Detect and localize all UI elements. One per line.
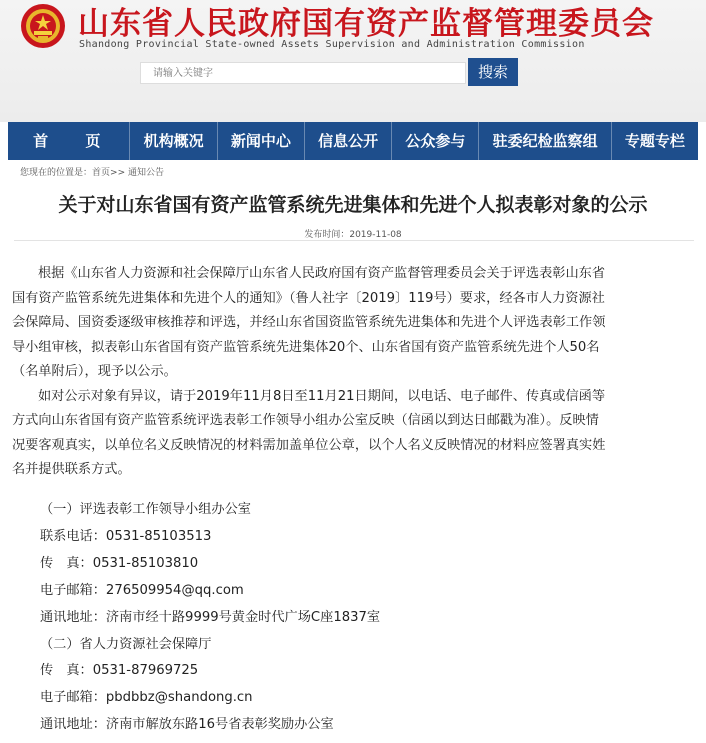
article-title: 关于对山东省国有资产监管系统先进集体和先进个人拟表彰对象的公示 [58,194,648,216]
paragraph-line: 方式向山东省国有资产监管系统评选表彰工作领导小组办公室反映（信函以到达日邮戳为准）。反映情 [12,413,599,428]
breadcrumb-current-link[interactable]: 通知公告 [128,168,165,178]
contact-address: 通讯地址：济南市经十路9999号黄金时代广场C座1837室 [40,610,381,625]
site-header [0,0,706,122]
breadcrumb-home-link[interactable]: 首页 [92,168,111,178]
paragraph-line: （名单附后），现予以公示。 [12,364,177,379]
search-input[interactable] [140,62,466,84]
paragraph-line: 根据《山东省人力资源和社会保障厅山东省人民政府国有资产监督管理委员会关于评选表彰山东省 [38,266,606,281]
nav-item-info-disclosure[interactable]: 信息公开 [305,122,392,160]
nav-item-home[interactable]: 首 页 [8,122,130,160]
contact-email-link[interactable]: 电子邮箱：pbdbbz@shandong.cn [40,690,253,705]
nav-item-news[interactable]: 新闻中心 [218,122,305,160]
contact-email-link[interactable]: 电子邮箱：276509954@qq.com [40,583,244,598]
search-button[interactable]: 搜索 [468,58,518,86]
breadcrumb-separator: >> [110,168,126,178]
site-subtitle: Shandong Provincial State-owned Assets Supervision and Administration Commission [79,39,585,50]
paragraph-line: 如对公示对象有异议，请于2019年11月8日至11月21日期间，以电话、电子邮件、传真或信函等 [38,388,606,404]
contact-fax: 传 真：0531-85103810 [40,556,199,571]
national-emblem-icon [20,3,66,49]
site-title[interactable]: 山东省人民政府国有资产监督管理委员会 [78,6,654,42]
article-body [12,262,700,483]
divider [14,240,694,241]
nav-item-organization[interactable]: 机构概况 [130,122,217,160]
contact-fax: 传 真：0531-87969725 [40,663,199,678]
nav-item-special-topics[interactable]: 专题专栏 [624,132,685,150]
contact-address: 通讯地址：济南市解放东路16号省表彰奖励办公室 [40,717,334,732]
nav-item-public-participation[interactable]: 公众参与 [392,122,479,160]
paragraph-line: 国有资产监管系统先进集体和先进个人的通知》（鲁人社字〔2019〕119号）要求，经各市人力资源社 [12,290,605,306]
breadcrumb [20,165,164,178]
publish-date: 发布时间：2019-11-08 [304,230,402,240]
main-nav [8,122,698,160]
breadcrumb-prefix: 您现在的位置是： [20,168,93,178]
paragraph-line: 名并提供联系方式。 [12,462,131,477]
contact-section-heading: （二）省人力资源社会保障厅 [40,637,212,652]
paragraph-line: 导小组审核，拟表彰山东省国有资产监管系统先进集体20个、山东省国有资产监管系统先进个人50名 [12,339,600,355]
paragraph-line: 况要客观真实，以单位名义反映情况的材料需加盖单位公章，以个人名义反映情况的材料应签署真实姓 [12,437,606,453]
nav-item-discipline-inspection[interactable]: 驻委纪检监察组 [479,122,611,160]
paragraph-line: 会保障局、国资委逐级审核推荐和评选，并经山东省国资监管系统先进集体和先进个人评选表彰工作领 [12,315,606,330]
contact-phone: 联系电话：0531-85103513 [40,529,212,544]
contact-section-heading: （一）评选表彰工作领导小组办公室 [40,502,251,517]
